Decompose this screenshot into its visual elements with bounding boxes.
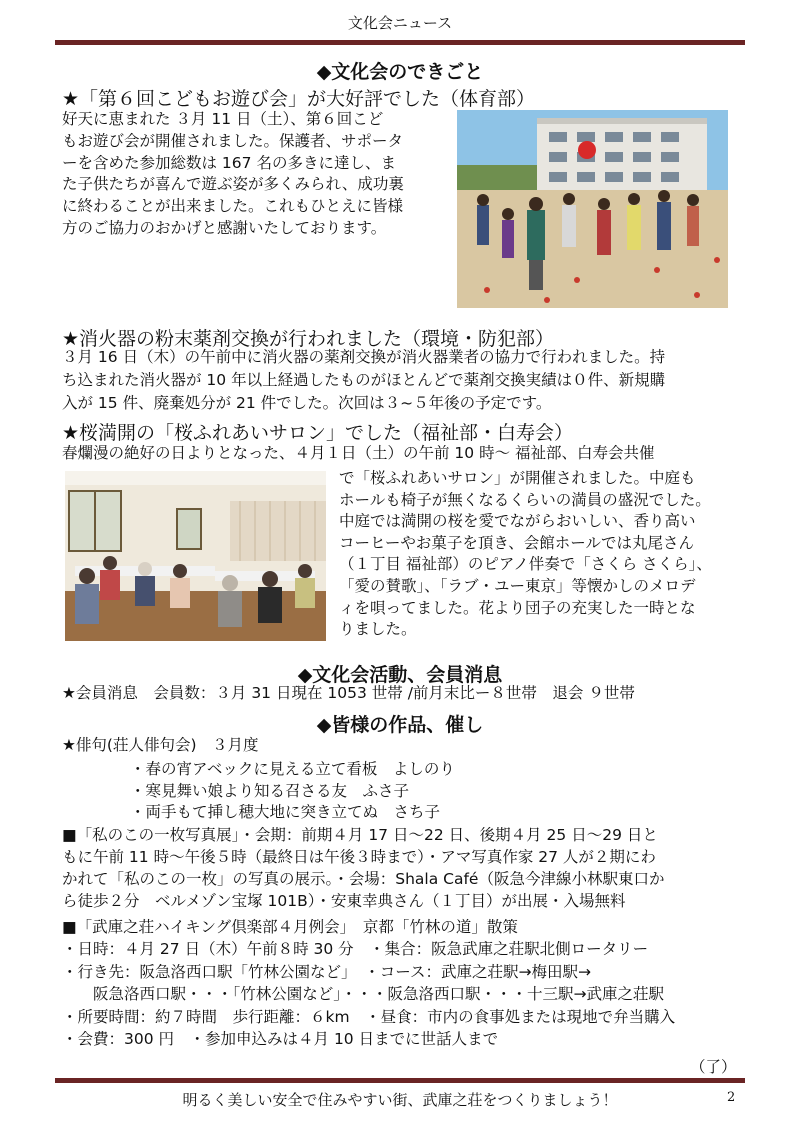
photo-kids-playground <box>457 110 728 308</box>
a1-line: た子供たちが喜んで遊ぶ姿が多くみられ、成功裏 <box>62 175 404 194</box>
a3-line: 「愛の賛歌」、「ラブ・ユー東京」等懐かしのメロデ <box>339 577 696 595</box>
article-title-kids-event: ★「第６回こどもお遊び会」が大好評でした（体育部） <box>62 88 536 110</box>
ev1-line: ■「私のこの一枚写真展」・会期：前期４月 17 日～22 日、後期４月 25 日～29 日と <box>62 826 658 844</box>
haiku-line: ・両手もて挿し穂大地に突き立てぬ さち子 <box>130 803 441 821</box>
article-title-sakura-salon: ★桜満開の「桜ふれあいサロン」でした（福祉部・白寿会） <box>62 422 574 444</box>
page-number: 2 <box>727 1090 736 1105</box>
a3-line: ホールも椅子が無くなるくらいの満員の盛況でした。 <box>339 490 711 509</box>
haiku-title: ★俳句(荘人俳句会) ３月度 <box>62 736 259 754</box>
photo-salon-hall <box>65 471 326 641</box>
a1-line: ーを含めた参加総数は 167 名の多きに達し、ま <box>62 153 396 172</box>
header-rule <box>55 40 745 45</box>
a3-line: 中庭では満開の桜を愛でながらおいしい、香り高い <box>339 512 696 531</box>
section-heading-members: ◆文化会活動、会員消息 <box>297 664 503 686</box>
a3-line: ィを唄ってました。花より団子の充実した一時とな <box>339 598 696 617</box>
ev1-line: ら徒歩２分 ベルメゾン宝塚 101B）・安東幸典さん（１丁目）が出展・入場無料 <box>62 892 626 910</box>
footer-rule <box>55 1078 745 1083</box>
newsletter-title: 文化会ニュース <box>347 14 453 32</box>
a2-line: ち込まれた消火器が 10 年以上経過したものがほとんどで薬剤交換実績は０件、新規購 <box>62 371 666 389</box>
ev1-line: もに午前 11 時～午後５時（最終日は午後３時まで）・アマ写真作家 27 人が２期にわ <box>62 848 656 866</box>
signature: （了） <box>690 1058 737 1076</box>
haiku-line: ・寒見舞い娘より知る召さる友 ふさ子 <box>130 781 410 800</box>
a3-line: で「桜ふれあいサロン」が開催されました。中庭も <box>339 469 696 487</box>
section-heading-events: ◆文化会のできごと <box>316 61 484 83</box>
article-body-sakura-first-line: 春爛漫の絶好の日よりとなった、４月１日（土）の午前 10 時～ 福祉部、白寿会共催 <box>62 444 655 462</box>
article-title-extinguisher: ★消火器の粉末薬剤交換が行われました（環境・防犯部） <box>62 328 555 350</box>
section-heading-works: ◆皆様の作品、催し <box>316 714 484 736</box>
a1-line: 方のご協力のおかげと感謝いたしております。 <box>62 219 387 237</box>
a3-line: りました。 <box>339 620 417 639</box>
ev2-line: ・会費：300 円 ・参加申込みは４月 10 日までに世話人まで <box>62 1030 499 1048</box>
ev1-line: かれて「私のこの一枚」の写真の展示。・会場：Shala Café（阪急今津線小林駅東口か <box>62 870 665 888</box>
a2-line: ３月 16 日（木）の午前中に消火器の薬剤交換が消火器業者の協力で行われました。持 <box>62 348 666 366</box>
ev2-line: ・所要時間：約７時間 歩行距離：６km ・昼食：市内の食事処または現地で弁当購入 <box>62 1007 676 1026</box>
haiku-line: ・春の宵アベックに見える立て看板 よしのり <box>130 760 455 778</box>
footer-slogan: 明るく美しい安全で住みやすい街、武庫之荘をつくりましょう！ <box>182 1091 618 1109</box>
a3-line: （１丁目 福祉部）のピアノ伴奏で「さくら さくら」、 <box>339 555 712 574</box>
a1-line: に終わることが出来ました。これもひとえに皆様 <box>62 197 404 216</box>
a2-line: 入が 15 件、廃棄処分が 21 件でした。次回は３~５年後の予定です。 <box>62 394 552 412</box>
a1-line: もお遊び会が開催されました。保護者、サポータ <box>62 131 404 150</box>
ev2-line: ■「武庫之荘ハイキング倶楽部４月例会」 京都「竹林の道」散策 <box>62 918 518 936</box>
ev2-line: ・日時：４月 27 日（木）午前８時 30 分 ・集合：阪急武庫之荘駅北側ロータリー <box>62 940 649 959</box>
ev2-line: 阪急洛西口駅・・・「竹林公園など」・・・阪急洛西口駅・・・十三駅→武庫之荘駅 <box>62 985 664 1004</box>
ev2-line: ・行き先：阪急洛西口駅「竹林公園など」 ・コース：武庫之荘駅→梅田駅→ <box>62 962 591 981</box>
a1-line: 好天に恵まれた ３月 11 日（土）、第６回こど <box>62 110 384 128</box>
a3-line: コーヒーやお菓子を頂き、会館ホールでは丸尾さん <box>339 533 694 552</box>
member-status-line: ★会員消息 会員数：３月 31 日現在 1053 世帯 /前月末比ー８世帯 退会 ９世帯 <box>62 684 635 702</box>
